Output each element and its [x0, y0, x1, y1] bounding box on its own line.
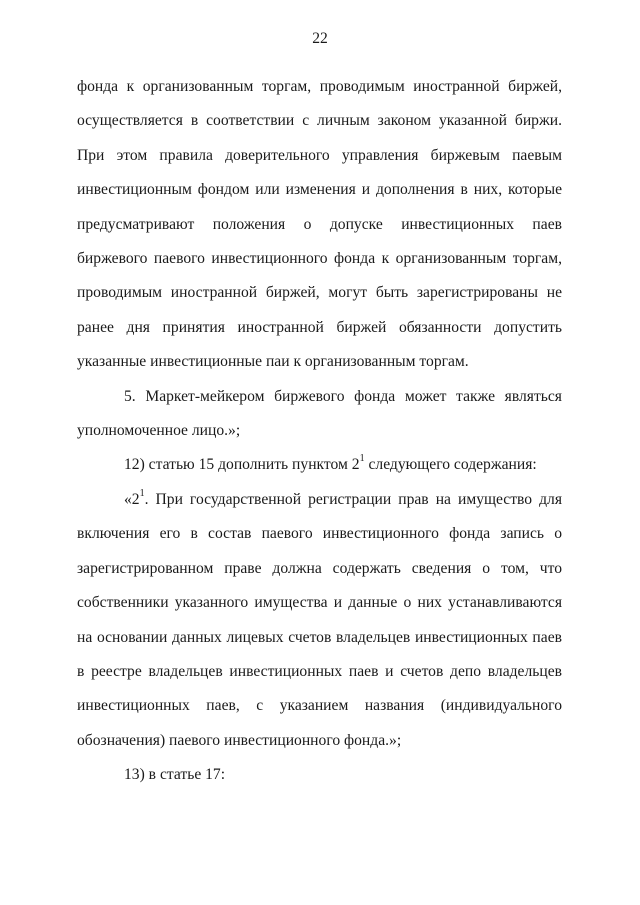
page-number: 22 [312, 30, 328, 47]
paragraph-text: следующего содержания: [364, 456, 537, 474]
paragraph-quoted-point [77, 483, 562, 758]
paragraph-item-12 [77, 448, 562, 482]
paragraph-item-13: 13) в статье 17: [124, 766, 226, 784]
paragraph-continuation: фонда к организованным торгам, проводимым иностранной биржей, осуществляется в соответствии с личным законом указанной биржи. При этом правила доверительного управления биржевым паевым инвестиционным фондом или изменения и дополнения в них, которые предусматривают положения о допуске инвестиционных паев биржевого паевого инвестиционного фонда к организованным торгам, проводимым иностранной биржей, могут быть зарегистрированы не ранее дня принятия иностранной биржей обязанности допустить указанные инвестиционные паи к организованным торгам. [77, 78, 562, 371]
superscript: 1 [139, 487, 145, 499]
paragraph-text: . При государственной регистрации прав на имущество для включения его в состав паевого инвестиционного фонда запись о зарегистрированном праве должна содержать сведения о том, что собственники указанного имущества и данные о них устанавливаются на основании данных лицевых счетов владельцев инвестиционных паев в реестре владельцев инвестиционных паев и счетов депо владельцев инвестиционных паев, с указанием названия (индивидуального обозначения) паевого инвестиционного фонда.»; [77, 490, 562, 749]
paragraph-text: 12) статью 15 дополнить пунктом 2 [124, 456, 360, 474]
document-body [77, 70, 562, 793]
superscript: 1 [359, 453, 365, 465]
paragraph-item-5: 5. Маркет-мейкером биржевого фонда может также являться уполномоченное лицо.»; [77, 387, 562, 440]
paragraph-text: «2 [124, 490, 140, 508]
